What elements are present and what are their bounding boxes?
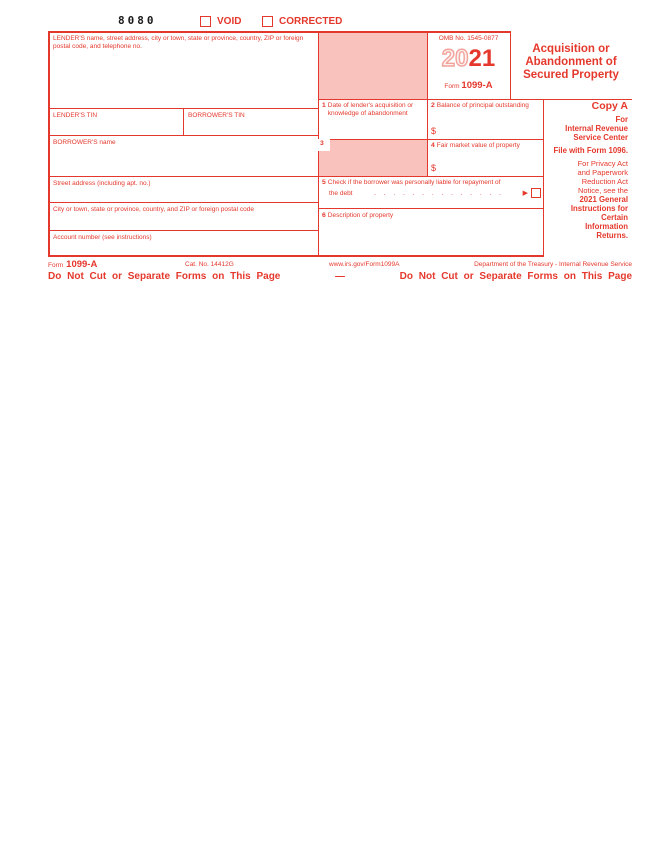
box2-label-group: [431, 102, 539, 110]
grid-line: [48, 135, 318, 136]
box5-checkbox[interactable]: [531, 188, 541, 198]
box5-label: Check if the borrower was personally liable for repayment of: [327, 179, 501, 186]
lender-info-field[interactable]: [50, 53, 316, 106]
box1-label-group: [322, 102, 424, 118]
catalog-number: Cat. No. 14412G: [185, 261, 234, 268]
city-field[interactable]: [50, 215, 316, 229]
form-number: 1099-A: [461, 80, 493, 91]
box4-amount-field[interactable]: [440, 162, 540, 175]
form-title-line1: Acquisition or: [532, 43, 610, 55]
box1-number: 1: [322, 102, 326, 109]
instructions-line: Information: [585, 222, 628, 231]
box3-number: 3: [318, 139, 330, 151]
grid-line: [48, 202, 318, 203]
footer-form-word: Form: [48, 262, 64, 269]
grid-line: [318, 139, 544, 140]
privacy-line: Reduction Act: [581, 177, 628, 186]
box2-label: Balance of principal outstanding: [436, 102, 529, 109]
irs-website-link[interactable]: www.irs.gov/Form1099A: [329, 261, 400, 268]
footer-row: [48, 259, 632, 270]
city-label: City or town, state or province, country, and ZIP or foreign postal code: [53, 206, 254, 213]
do-not-cut-separator: —: [335, 271, 345, 282]
street-address-field[interactable]: [50, 189, 316, 201]
borrower-name-field[interactable]: [50, 148, 316, 174]
grid-line: [318, 176, 544, 177]
grid-line: [318, 208, 544, 209]
box6-number: 6: [322, 212, 326, 219]
void-checkbox[interactable]: [200, 16, 211, 27]
form-title: [510, 43, 632, 82]
account-number-label: Account number (see instructions): [53, 234, 152, 241]
void-label: VOID: [217, 16, 242, 27]
box1-date-field[interactable]: [320, 121, 426, 138]
box6-description-field[interactable]: [320, 222, 542, 254]
form-body: [48, 31, 632, 257]
instructions-line: Instructions for: [570, 204, 628, 213]
box5-leader-dots: . . . . . . . . . . . . . .: [374, 189, 501, 197]
box4-label: Fair market value of property: [436, 142, 520, 149]
lender-tin-field[interactable]: [50, 121, 181, 134]
grid-line: [48, 230, 318, 231]
print-control-code: 8080: [118, 14, 157, 27]
do-not-cut-text-2: Do Not Cut or Separate Forms on This Page: [399, 271, 632, 282]
corrected-checkbox[interactable]: [262, 16, 273, 27]
corrected-label: CORRECTED: [279, 16, 343, 27]
box1-label: Date of lender's acquisition or knowledge of abandonment: [327, 102, 414, 117]
copy-a-column: [545, 100, 628, 240]
borrower-tin-field[interactable]: [185, 121, 316, 134]
privacy-line: and Paperwork: [577, 168, 628, 177]
form-title-line3: Secured Property: [523, 69, 619, 81]
copy-dest-line: Internal Revenue: [565, 124, 628, 133]
footer-form-id: [48, 259, 97, 270]
grid-line: [48, 255, 544, 257]
account-number-field[interactable]: [50, 243, 316, 254]
box4-dollar-sign: $: [431, 163, 437, 173]
box2-amount-field[interactable]: [440, 125, 540, 138]
instructions-line: Returns.: [596, 231, 628, 240]
copy-dest-line: Service Center: [573, 133, 628, 142]
do-not-cut-text-1: Do Not Cut or Separate Forms on This Page: [48, 271, 281, 282]
form-id: [427, 80, 510, 91]
tax-year-outline-digits: 20: [441, 45, 469, 72]
box5-label-group: [322, 179, 540, 187]
omb-year-box: [427, 31, 510, 99]
copy-a-label: Copy A: [591, 100, 628, 112]
box5-arrow-icon: ▶: [522, 190, 528, 197]
borrower-name-label: BORROWER'S name: [53, 139, 116, 146]
department-label: Department of the Treasury - Internal Revenue Service: [474, 261, 632, 268]
privacy-line: Notice, see the: [577, 186, 628, 195]
grid-line: [543, 99, 544, 257]
privacy-line: For Privacy Act: [577, 159, 628, 168]
box6-label-group: [322, 212, 540, 220]
instructions-line: 2021 General: [579, 195, 628, 204]
file-with-label: File with Form 1096.: [553, 146, 628, 155]
tax-year-bold-digits: 21: [468, 45, 496, 72]
box5-label2: the debt: [329, 189, 353, 197]
tax-year: [427, 45, 510, 73]
borrower-tin-label: BORROWER'S TIN: [188, 112, 245, 119]
omb-number: OMB No. 1545-0877: [438, 35, 499, 42]
box5-number: 5: [322, 179, 326, 186]
lender-tin-label: LENDER'S TIN: [53, 112, 98, 119]
shaded-area-box3: [318, 139, 427, 176]
box4-label-group: [431, 142, 541, 150]
grid-line: [48, 176, 318, 177]
street-address-label: Street address (including apt. no.): [53, 180, 151, 187]
shaded-area-top: [318, 31, 427, 99]
grid-line: [48, 108, 318, 109]
instructions-line: Certain: [601, 213, 628, 222]
box2-number: 2: [431, 102, 435, 109]
footer-form-number: 1099-A: [66, 259, 98, 270]
box5-leader-row: [329, 188, 541, 198]
box2-dollar-sign: $: [431, 126, 437, 136]
do-not-cut-banner: [48, 271, 632, 282]
grid-line: [183, 108, 184, 135]
form-title-line2: Abandonment of: [525, 56, 617, 68]
box6-label: Description of property: [327, 212, 394, 219]
box4-number: 4: [431, 142, 435, 149]
form-word: Form: [444, 83, 460, 90]
copy-dest-line: For: [615, 115, 628, 124]
lender-info-label: LENDER'S name, street address, city or town, state or province, country, ZIP or foreign postal code, and telephone no.: [53, 35, 304, 50]
